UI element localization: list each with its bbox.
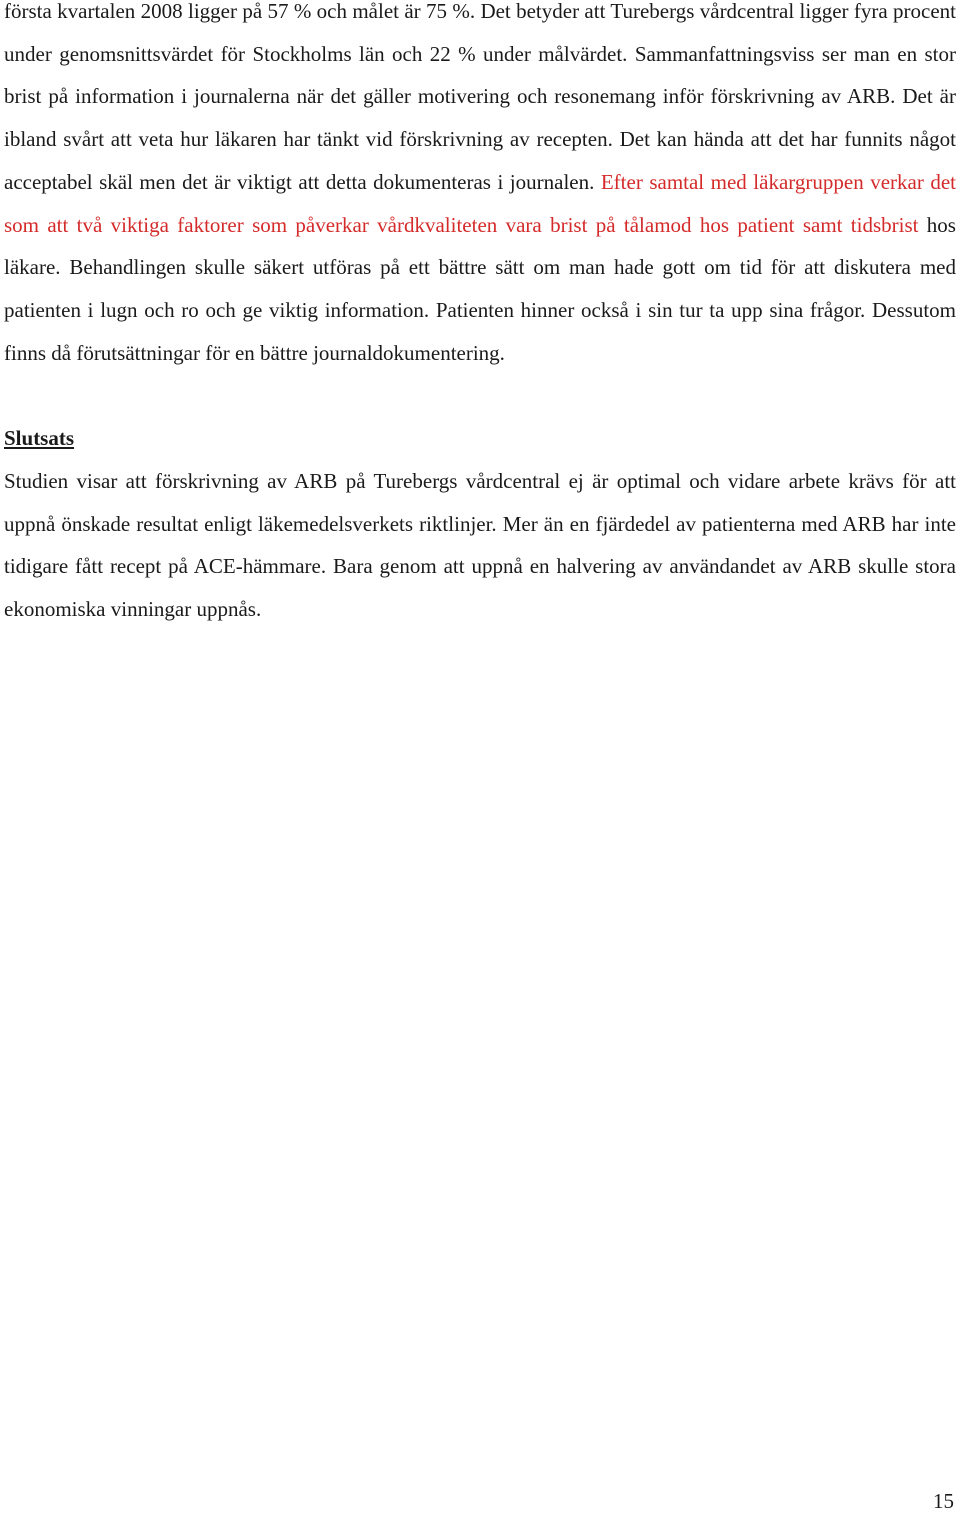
- paragraph-text: första kvartalen 2008 ligger på 57 % och målet är 75 %. Det betyder att Turebergs vårdcentral ligger fyra procent under genomsnittsvärdet för Stockholms län och 22 % under målvärdet. Sammanfattningsviss ser man en stor brist på information i journalerna när det gäller motivering och resonemang inför förskrivning av ARB. Det är ibland svårt att veta hur läkaren har tänkt vid förskrivning av recepten. Det kan hända att det har funnits något acceptabel skäl men det är viktigt att detta dokumenteras i journalen.: [4, 0, 956, 194]
- section-heading: Slutsats: [4, 426, 75, 451]
- paragraph-text-continued: hos läkare. Behandlingen skulle säkert utföras på ett bättre sätt om man hade gott om tid för att diskutera med patienten i lugn och ro och ge viktig information. Patienten hinner också i sin tur ta upp sina frågor. Dessutom finns då förutsättningar för en bättre journaldokumentering.: [4, 212, 956, 365]
- conclusion-paragraph: Studien visar att förskrivning av ARB på Turebergs vårdcentral ej är optimal och vidare arbete krävs för att uppnå önskade resultat enligt läkemedelsverkets riktlinjer. Mer än en fjärdedel av patienterna med ARB har inte tidigare fått recept på ACE-hämmare. Bara genom att uppnå en halvering av användandet av ARB skulle stora ekonomiska vinningar uppnås.: [4, 469, 956, 622]
- document-page: [4, 0, 956, 631]
- body-paragraph: [4, 0, 956, 374]
- page-number: 15: [933, 1489, 954, 1513]
- highlighted-text: Efter samtal med läkargruppen verkar det som att två viktiga faktorer som påverkar vårdkvaliteten vara brist på tålamod hos patient samt tidsbrist: [4, 169, 956, 237]
